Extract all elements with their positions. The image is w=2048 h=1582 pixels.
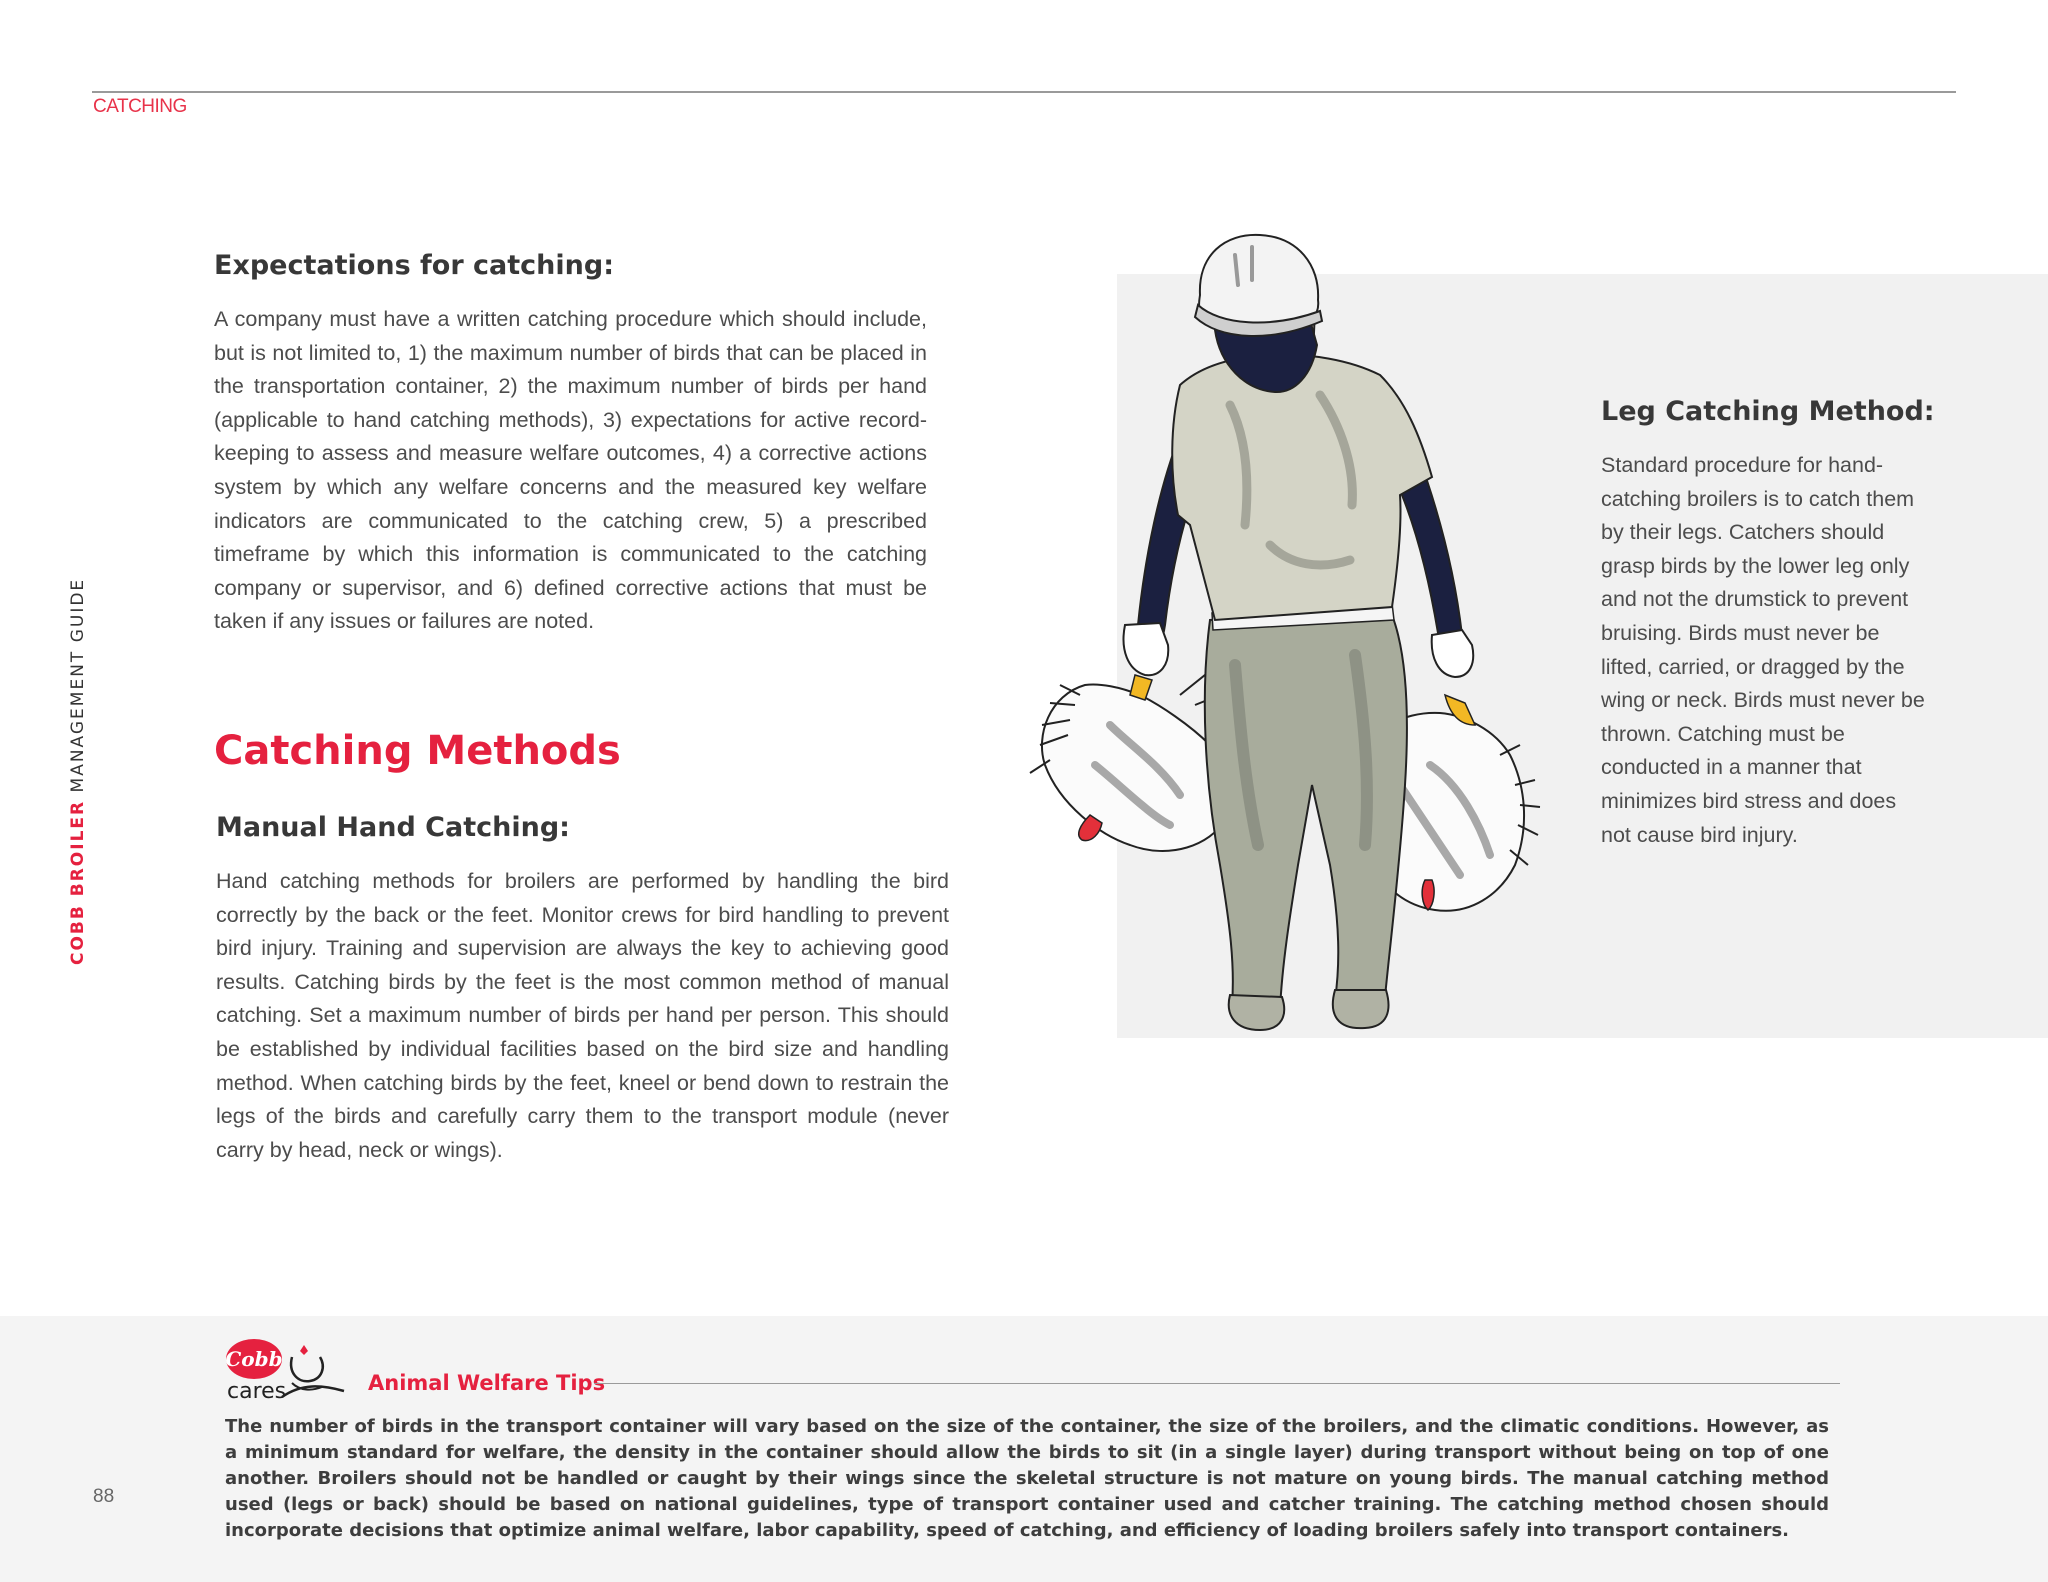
catcher-illustration <box>1020 225 1580 1045</box>
manual-heading: Manual Hand Catching: <box>216 812 570 843</box>
hard-hat-icon <box>1195 235 1322 336</box>
expectations-heading: Expectations for catching: <box>214 250 615 281</box>
welfare-tips-body: The number of birds in the transport container will vary based on the size of the container, the size of the broilers, and the climatic conditions. However, as a minimum standard for welfare, the density in the container should allow the birds to sit (in a single layer) during transport without being on top of one another. Broilers should not be handled or caught by their wings since the skeletal structure is not mature on young birds. The manual catching method used (legs or back) should be based on national guidelines, type of transport container used and catcher training. The catching method chosen should incorporate decisions that optimize animal welfare, labor capability, speed of catching, and efficiency of loading broilers safely into transport containers. <box>225 1416 1829 1541</box>
side-rest: MANAGEMENT GUIDE <box>68 577 88 800</box>
page-number: 88 <box>93 1486 115 1507</box>
leg-method-heading: Leg Catching Method: <box>1601 396 1935 427</box>
side-brand: COBB BROILER <box>68 799 88 965</box>
header-rule <box>92 91 1956 93</box>
catching-methods-title: Catching Methods <box>214 728 621 774</box>
welfare-tips-rule <box>594 1383 1840 1384</box>
leg-method-body: Standard procedure for hand-catching broilers is to catch them by their legs. Catchers should grasp birds by the lower leg only and not the drumstick to prevent bruising. Birds must never be lifted, carried, or dragged by the wing or neck. Birds must never be thrown. Catching must be conducted in a manner that minimizes bird stress and does not cause bird injury. <box>1601 453 1925 847</box>
welfare-tips-title: Animal Welfare Tips <box>368 1371 606 1395</box>
svg-text:Cobb: Cobb <box>225 1347 283 1371</box>
side-running-title <box>68 578 88 965</box>
svg-text:cares: cares <box>227 1379 287 1404</box>
manual-body: Hand catching methods for broilers are performed by handling the bird correctly by the back or the feet. Monitor crews for bird handling to prevent bird injury. Training and supervision are always the key to achieving good results. Catching birds by the feet is the most common method of manual catching. Set a maximum number of birds per hand per person. This should be established by individual facilities based on the bird size and handling method. When catching birds by the feet, kneel or bend down to restrain the legs of the birds and carefully carry them to the transport module (never carry by head, neck or wings). <box>216 869 949 1162</box>
cobb-cares-logo <box>222 1335 352 1405</box>
expectations-body: A company must have a written catching procedure which should include, but is not limited to, 1) the maximum number of birds that can be placed in the transportation container, 2) the maximum number of birds per hand (applicable to hand catching methods), 3) expectations for active record-keeping to assess and measure welfare outcomes, 4) a corrective actions system by which any welfare concerns and the measured key welfare indicators are communicated to the catching crew, 5) a prescribed timeframe by which this information is communicated to the catching company or supervisor, and 6) defined corrective actions that must be taken if any issues or failures are noted. <box>214 307 927 634</box>
section-label: CATCHING <box>93 96 187 117</box>
